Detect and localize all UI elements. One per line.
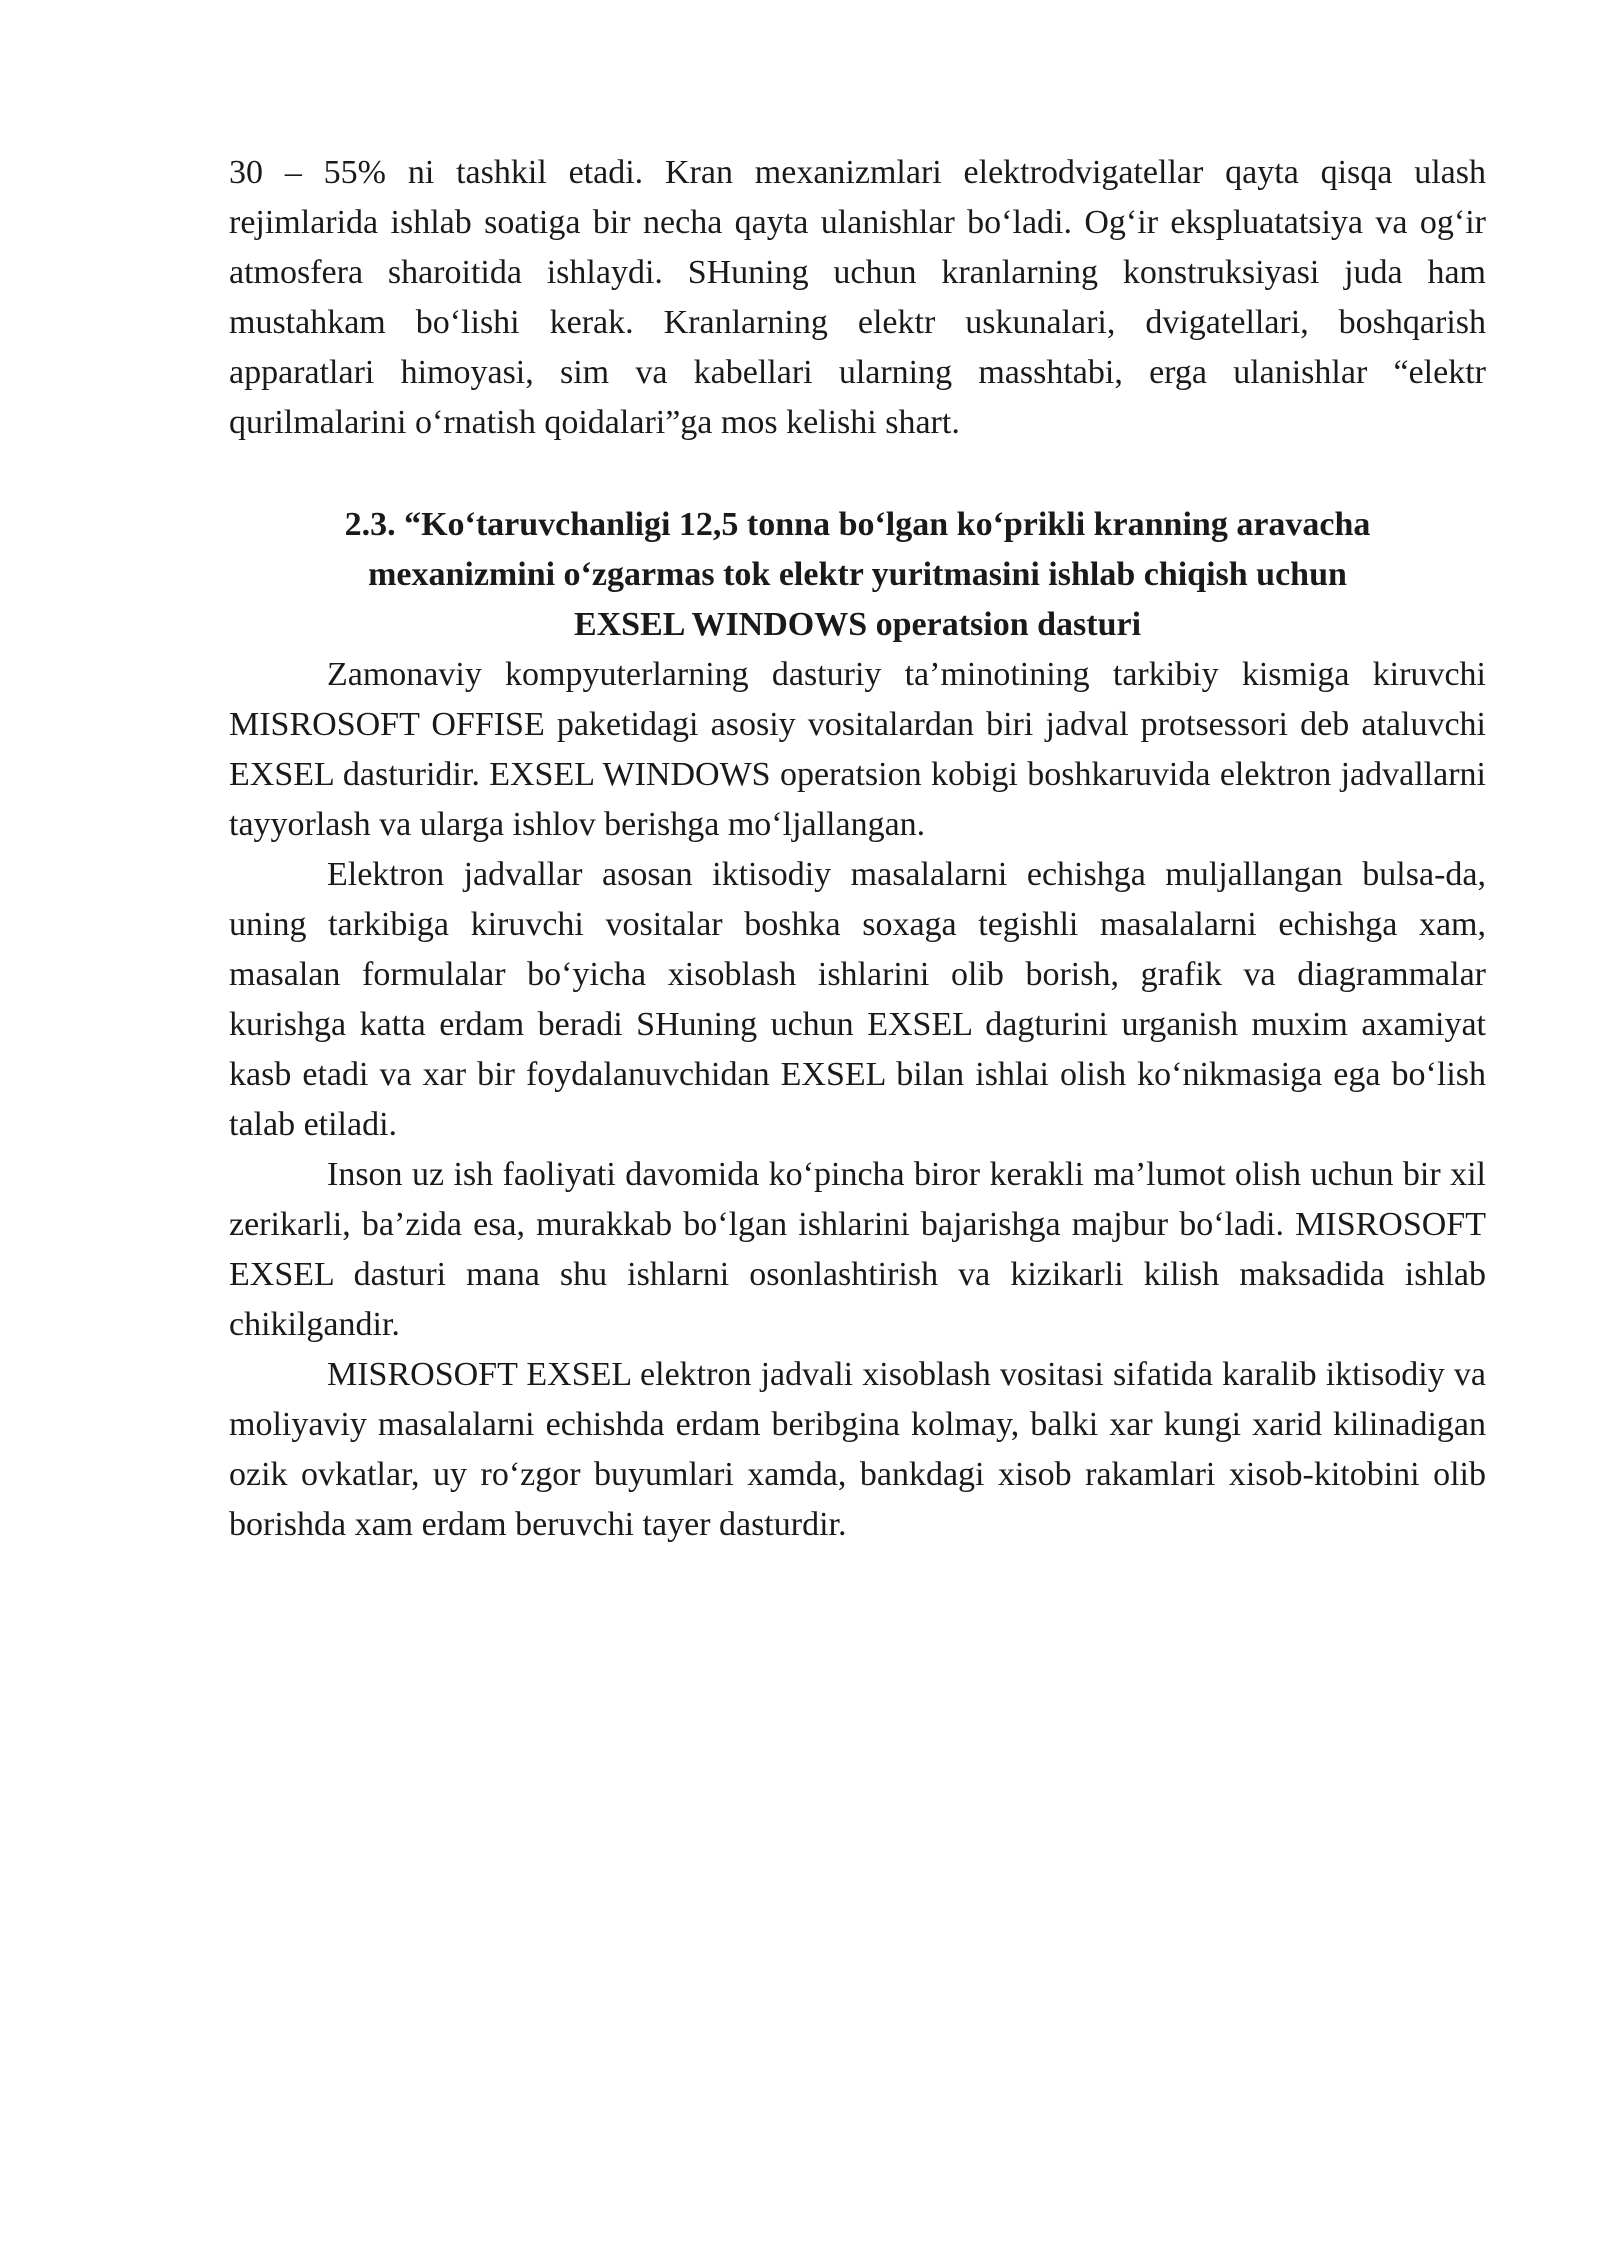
- section-heading-line-3: EXSEL WINDOWS operatsion dasturi: [573, 606, 1142, 643]
- section-heading-line-1: 2.3. “Ko‘taruvchanligi 12,5 tonna bo‘lgan ko‘prikli kranning aravacha: [344, 506, 1371, 543]
- intro-paragraph: 30 – 55% ni tashkil etadi. Kran mexanizmlari elektrodvigatellar qayta qisqa ulash rejimlarida ishlab soatiga bir necha qayta ulanishlar bo‘ladi. Og‘ir ekspluatatsiya va og‘ir atmosfera sharoitida ishlaydi. SHuning uchun kranlarning konstruksiyasi juda ham mustahkam bo‘lishi kerak. Kranlarning elektr uskunalari, dvigatellari, boshqarish apparatlari himoyasi, sim va kabellari ularning masshtabi, erga ulanishlar “elektr qurilmalarini o‘rnatish qoidalari”ga mos kelishi shart.: [229, 154, 1486, 441]
- body-paragraph-4: MISROSOFT EXSEL elektron jadvali xisoblash vositasi sifatida karalib iktisodiy va moliyaviy masalalarni echishda erdam beribgina kolmay, balki xar kungi xarid kilinadigan ozik ovkatlar, uy ro‘zgor buyumlari xamda, bankdagi xisob rakamlari xisob-kitobini olib borishda xam erdam beruvchi tayer dasturdir.: [229, 1356, 1486, 1543]
- document-page: [229, 148, 1486, 1550]
- body-paragraph-2: Elektron jadvallar asosan iktisodiy masalalarni echishga muljallangan bulsa-da, uning tarkibiga kiruvchi vositalar boshka soxaga tegishli masalalarni echishga xam, masalan formulalar bo‘yicha xisoblash ishlarini olib borish, grafik va diagrammalar kurishga katta erdam beradi SHuning uchun EXSEL dagturini urganish muxim axamiyat kasb etadi va xar bir foydalanuvchidan EXSEL bilan ishlai olish ko‘nikmasiga ega bo‘lish talab etiladi.: [229, 856, 1486, 1143]
- body-paragraph-3: Inson uz ish faoliyati davomida ko‘pincha biror kerakli ma’lumot olish uchun bir xil zerikarli, ba’zida esa, murakkab bo‘lgan ishlarini bajarishga majbur bo‘ladi. MISROSOFT EXSEL dasturi mana shu ishlarni osonlashtirish va kizikarli kilish maksadida ishlab chikilgandir.: [229, 1156, 1486, 1343]
- section-heading: [229, 500, 1486, 650]
- body-paragraph-1: Zamonaviy kompyuterlarning dasturiy ta’minotining tarkibiy kismiga kiruvchi MISROSOFT OFFISE paketidagi asosiy vositalardan biri jadval protsessori deb ataluvchi EXSEL dasturidir. EXSEL WINDOWS operatsion kobigi boshkaruvida elektron jadvallarni tayyorlash va ularga ishlov berishga mo‘ljallangan.: [229, 656, 1486, 843]
- section-heading-line-2: mexanizmini o‘zgarmas tok elektr yuritmasini ishlab chiqish uchun: [368, 556, 1347, 593]
